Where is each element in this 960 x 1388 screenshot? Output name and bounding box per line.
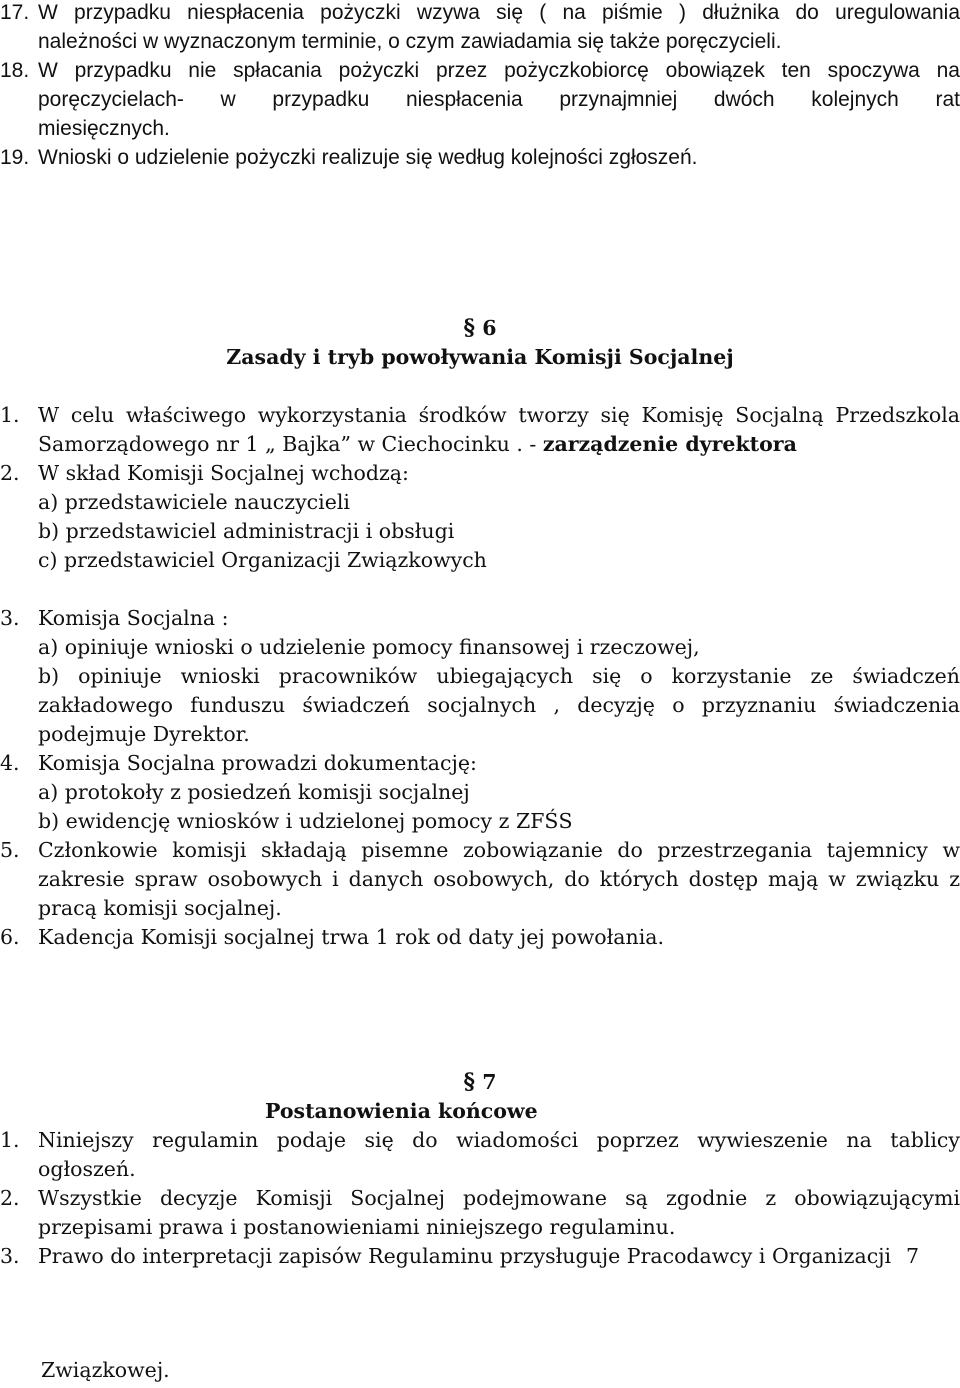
s7-item-1-line-1	[0, 1126, 960, 1155]
s6-item-1-line-2	[0, 430, 960, 459]
s6-item-5-line-3: pracą komisji socjalnej.	[38, 896, 282, 920]
s7-item-2-line-1	[0, 1184, 960, 1213]
item-text: W celu właściwego wykorzystania środków tworzy się Komisję Socjalną Przedszkola	[38, 403, 960, 427]
page-number: 7	[906, 1244, 920, 1268]
item-19-line-1	[0, 143, 960, 172]
item-text: zakładowego funduszu świadczeń socjalnych , decyzję o przyznaniu świadczenia	[38, 693, 960, 717]
section-number: 7	[482, 1070, 497, 1094]
paragraph-sign: §	[463, 1069, 476, 1095]
section-7-heading	[0, 1068, 960, 1097]
section-6-heading	[0, 314, 960, 343]
item-text: W przypadku nie spłacania pożyczki przez pożyczkobiorcę obowiązek ten spoczywa na	[38, 59, 960, 82]
item-text: Kadencja Komisji socjalnej trwa 1 rok od daty jej powołania.	[38, 925, 665, 949]
s6-item-3-a: a) opiniuje wnioski o udzielenie pomocy finansowej i rzeczowej,	[38, 635, 700, 659]
section-7-title: Postanowienia końcowe	[265, 1099, 538, 1123]
item-text: Komisja Socjalna prowadzi dokumentację:	[38, 751, 477, 775]
s6-item-3-b-line-2	[0, 691, 960, 720]
item-text: Komisja Socjalna :	[38, 606, 229, 630]
s7-item-1-line-2: ogłoszeń.	[38, 1157, 136, 1181]
item-text: W skład Komisji Socjalnej wchodzą:	[38, 461, 409, 485]
s6-item-2-c: c) przedstawiciel Organizacji Związkowych	[38, 548, 487, 572]
s6-item-3-line-1	[0, 604, 960, 633]
s7-item-2-line-2: przepisami prawa i postanowieniami niniejszego regulaminu.	[38, 1215, 676, 1239]
section-number: 6	[482, 316, 497, 340]
s6-item-4-b: b) ewidencję wniosków i udzielonej pomocy z ZFŚS	[38, 809, 573, 833]
item-number: 4.	[0, 751, 20, 775]
item-number: 1.	[0, 1128, 20, 1152]
s6-item-6-line-1	[0, 923, 960, 952]
item-18-line-1	[0, 56, 960, 85]
item-text: Prawo do interpretacji zapisów Regulaminu przysługuje Pracodawcy i Organizacji	[38, 1244, 892, 1268]
item-number: 6.	[0, 925, 20, 949]
paragraph-sign: §	[463, 315, 476, 341]
item-text: W przypadku niespłacenia pożyczki wzywa się ( na piśmie ) dłużnika do uregulowania	[38, 1, 960, 24]
s6-item-5-line-1	[0, 836, 960, 865]
item-number: 2.	[0, 1186, 20, 1210]
s6-item-5-line-2	[0, 865, 960, 894]
item-number: 1.	[0, 403, 20, 427]
item-text: poręczycielach- w przypadku niespłacenia przynajmniej dwóch kolejnych rat	[38, 88, 960, 111]
item-text: b) opiniuje wnioski pracowników ubiegających się o korzystanie ze świadczeń	[38, 664, 960, 688]
item-17-line-2: należności w wyznaczonym terminie, o czym zawiadamia się także poręczycieli.	[38, 30, 782, 53]
item-number: 3.	[0, 606, 20, 630]
item-text: Niniejszy regulamin podaje się do wiadomości poprzez wywieszenie na tablicy	[38, 1128, 960, 1152]
item-text: Wszystkie decyzje Komisji Socjalnej podejmowane są zgodnie z obowiązującymi	[38, 1186, 960, 1210]
item-text: Wnioski o udzielenie pożyczki realizuje się według kolejności zgłoszeń.	[38, 146, 698, 169]
s7-item-3-line-1	[0, 1242, 960, 1271]
item-text: Członkowie komisji składają pisemne zobowiązanie do przestrzegania tajemnicy w	[38, 838, 960, 862]
item-number: 18.	[0, 59, 30, 82]
item-number: 17.	[0, 1, 30, 24]
s6-item-2-a: a) przedstawiciele nauczycieli	[38, 490, 350, 514]
item-number: 3.	[0, 1244, 20, 1268]
item-17-line-1	[0, 0, 960, 27]
s6-item-1-line-1	[0, 401, 960, 430]
section-6-title: Zasady i tryb powoływania Komisji Socjalnej	[226, 345, 734, 369]
emphasis-text: zarządzenie dyrektora	[542, 432, 797, 456]
item-text: Samorządowego nr 1 „ Bajka” w Ciechocinku . -	[38, 432, 543, 456]
s7-item-3-line-2: Związkowej.	[41, 1358, 170, 1382]
item-text: zakresie spraw osobowych i danych osobowych, do których dostęp mają w związku z	[38, 867, 960, 891]
s6-item-4-a: a) protokoły z posiedzeń komisji socjalnej	[38, 780, 470, 804]
s6-item-2-line-1	[0, 459, 960, 488]
item-number: 5.	[0, 838, 20, 862]
item-18-line-3: miesięcznych.	[38, 117, 170, 140]
s6-item-3-b-line-3: podejmuje Dyrektor.	[38, 722, 250, 746]
item-18-line-2	[0, 85, 960, 114]
item-number: 19.	[0, 146, 30, 169]
item-number: 2.	[0, 461, 20, 485]
s6-item-4-line-1	[0, 749, 960, 778]
s6-item-3-b-line-1	[0, 662, 960, 691]
s6-item-2-b: b) przedstawiciel administracji i obsługi	[38, 519, 455, 543]
